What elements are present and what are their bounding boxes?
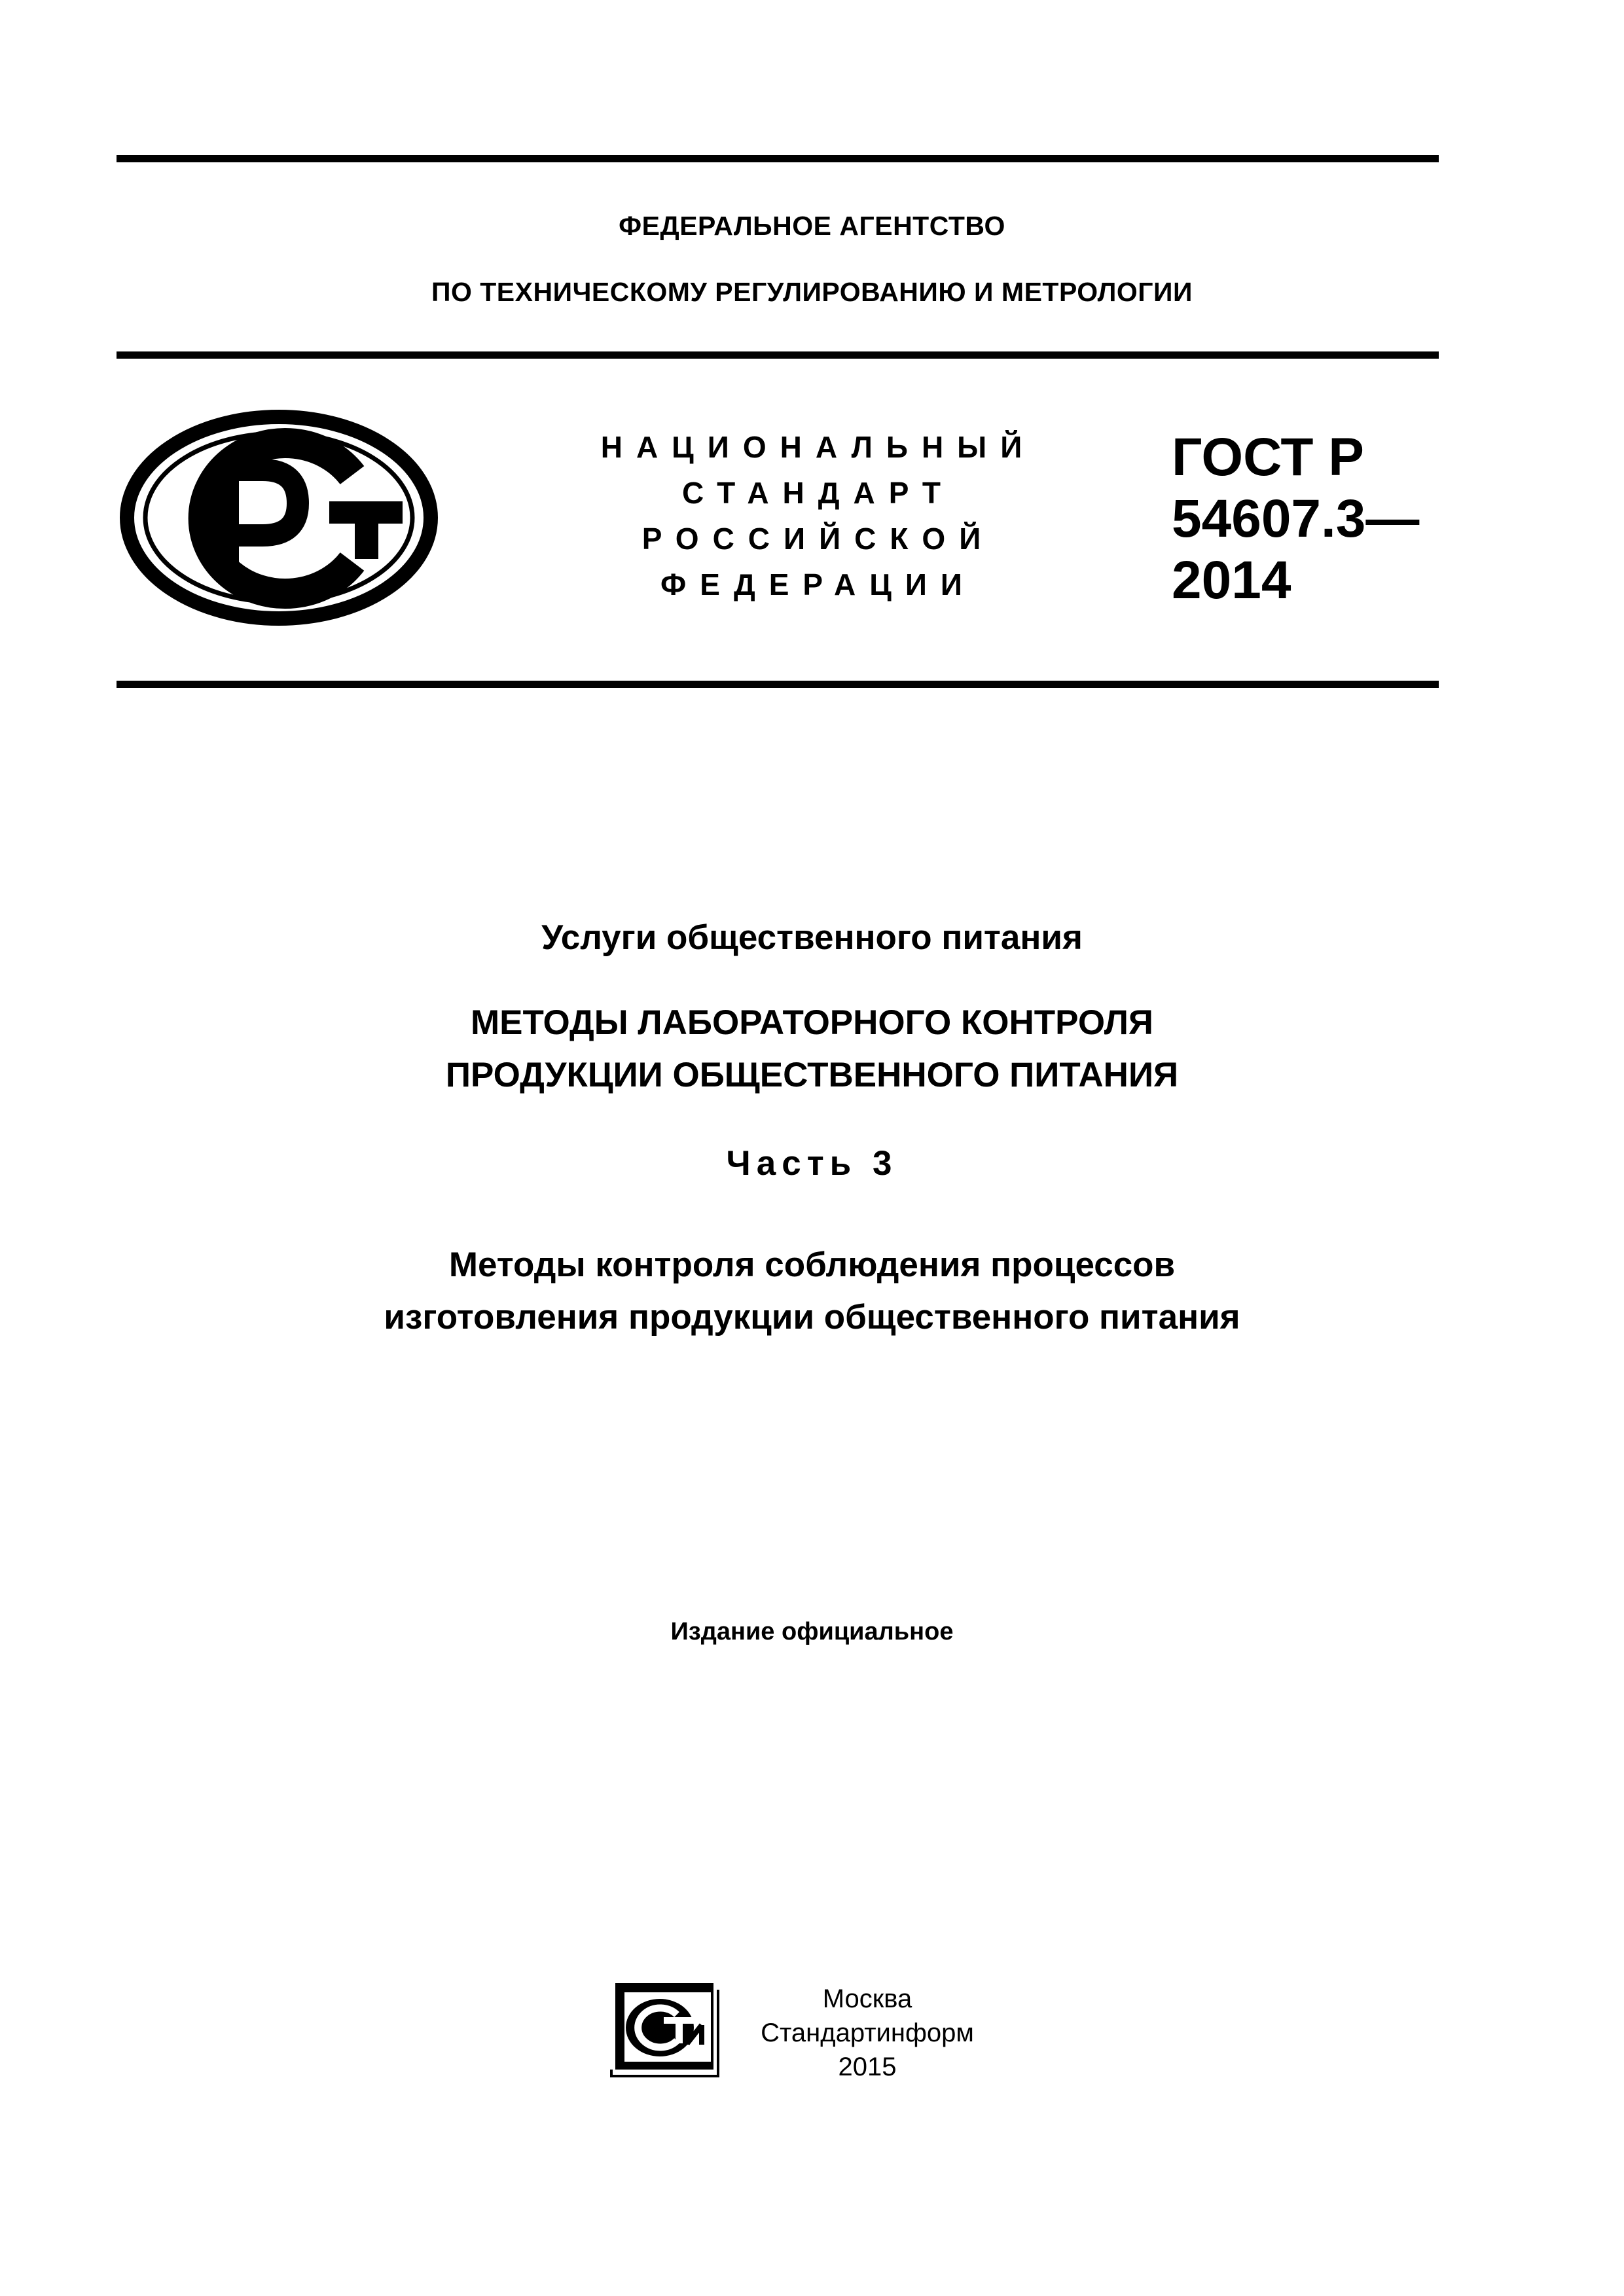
agency-rule: [117, 351, 1439, 359]
rst-logo: [120, 410, 438, 626]
top-rule: [117, 155, 1439, 162]
part-title-line-2: изготовления продукции общественного питания: [384, 1298, 1240, 1336]
standartinform-logo: [610, 1978, 723, 2077]
national-line-3: РОССИЙСКОЙ: [641, 522, 995, 556]
national-standard-label: [576, 424, 1060, 607]
document-title-line-2: ПРОДУКЦИИ ОБЩЕСТВЕННОГО ПИТАНИЯ: [445, 1056, 1179, 1094]
edition-label: Издание официальное: [670, 1618, 954, 1645]
gost-line-1: ГОСТ Р: [1172, 427, 1364, 487]
gost-line-3: 2014: [1172, 550, 1291, 610]
agency-line-2: ПО ТЕХНИЧЕСКОМУ РЕГУЛИРОВАНИЮ И МЕТРОЛОГИИ: [431, 277, 1193, 307]
part-label: Часть 3: [726, 1144, 898, 1183]
part-title-line-1: Методы контроля соблюдения процессов: [448, 1246, 1176, 1284]
publisher-info: [740, 1982, 995, 2084]
gost-line-2: 54607.3—: [1172, 489, 1420, 548]
national-line-4: ФЕДЕРАЦИИ: [660, 567, 976, 601]
document-title-line-1: МЕТОДЫ ЛАБОРАТОРНОГО КОНТРОЛЯ: [470, 1003, 1154, 1042]
agency-line-1: ФЕДЕРАЛЬНОЕ АГЕНТСТВО: [619, 211, 1005, 241]
publisher-name: Стандартинформ: [761, 2018, 974, 2047]
gost-number: [1172, 427, 1419, 611]
publisher-year: 2015: [838, 2053, 897, 2081]
publisher-city: Москва: [822, 1984, 912, 2013]
national-line-1: НАЦИОНАЛЬНЫЙ: [600, 430, 1036, 464]
header-bottom-rule: [117, 681, 1439, 688]
document-subtitle: Услуги общественного питания: [541, 918, 1083, 957]
national-line-2: СТАНДАРТ: [682, 476, 954, 510]
